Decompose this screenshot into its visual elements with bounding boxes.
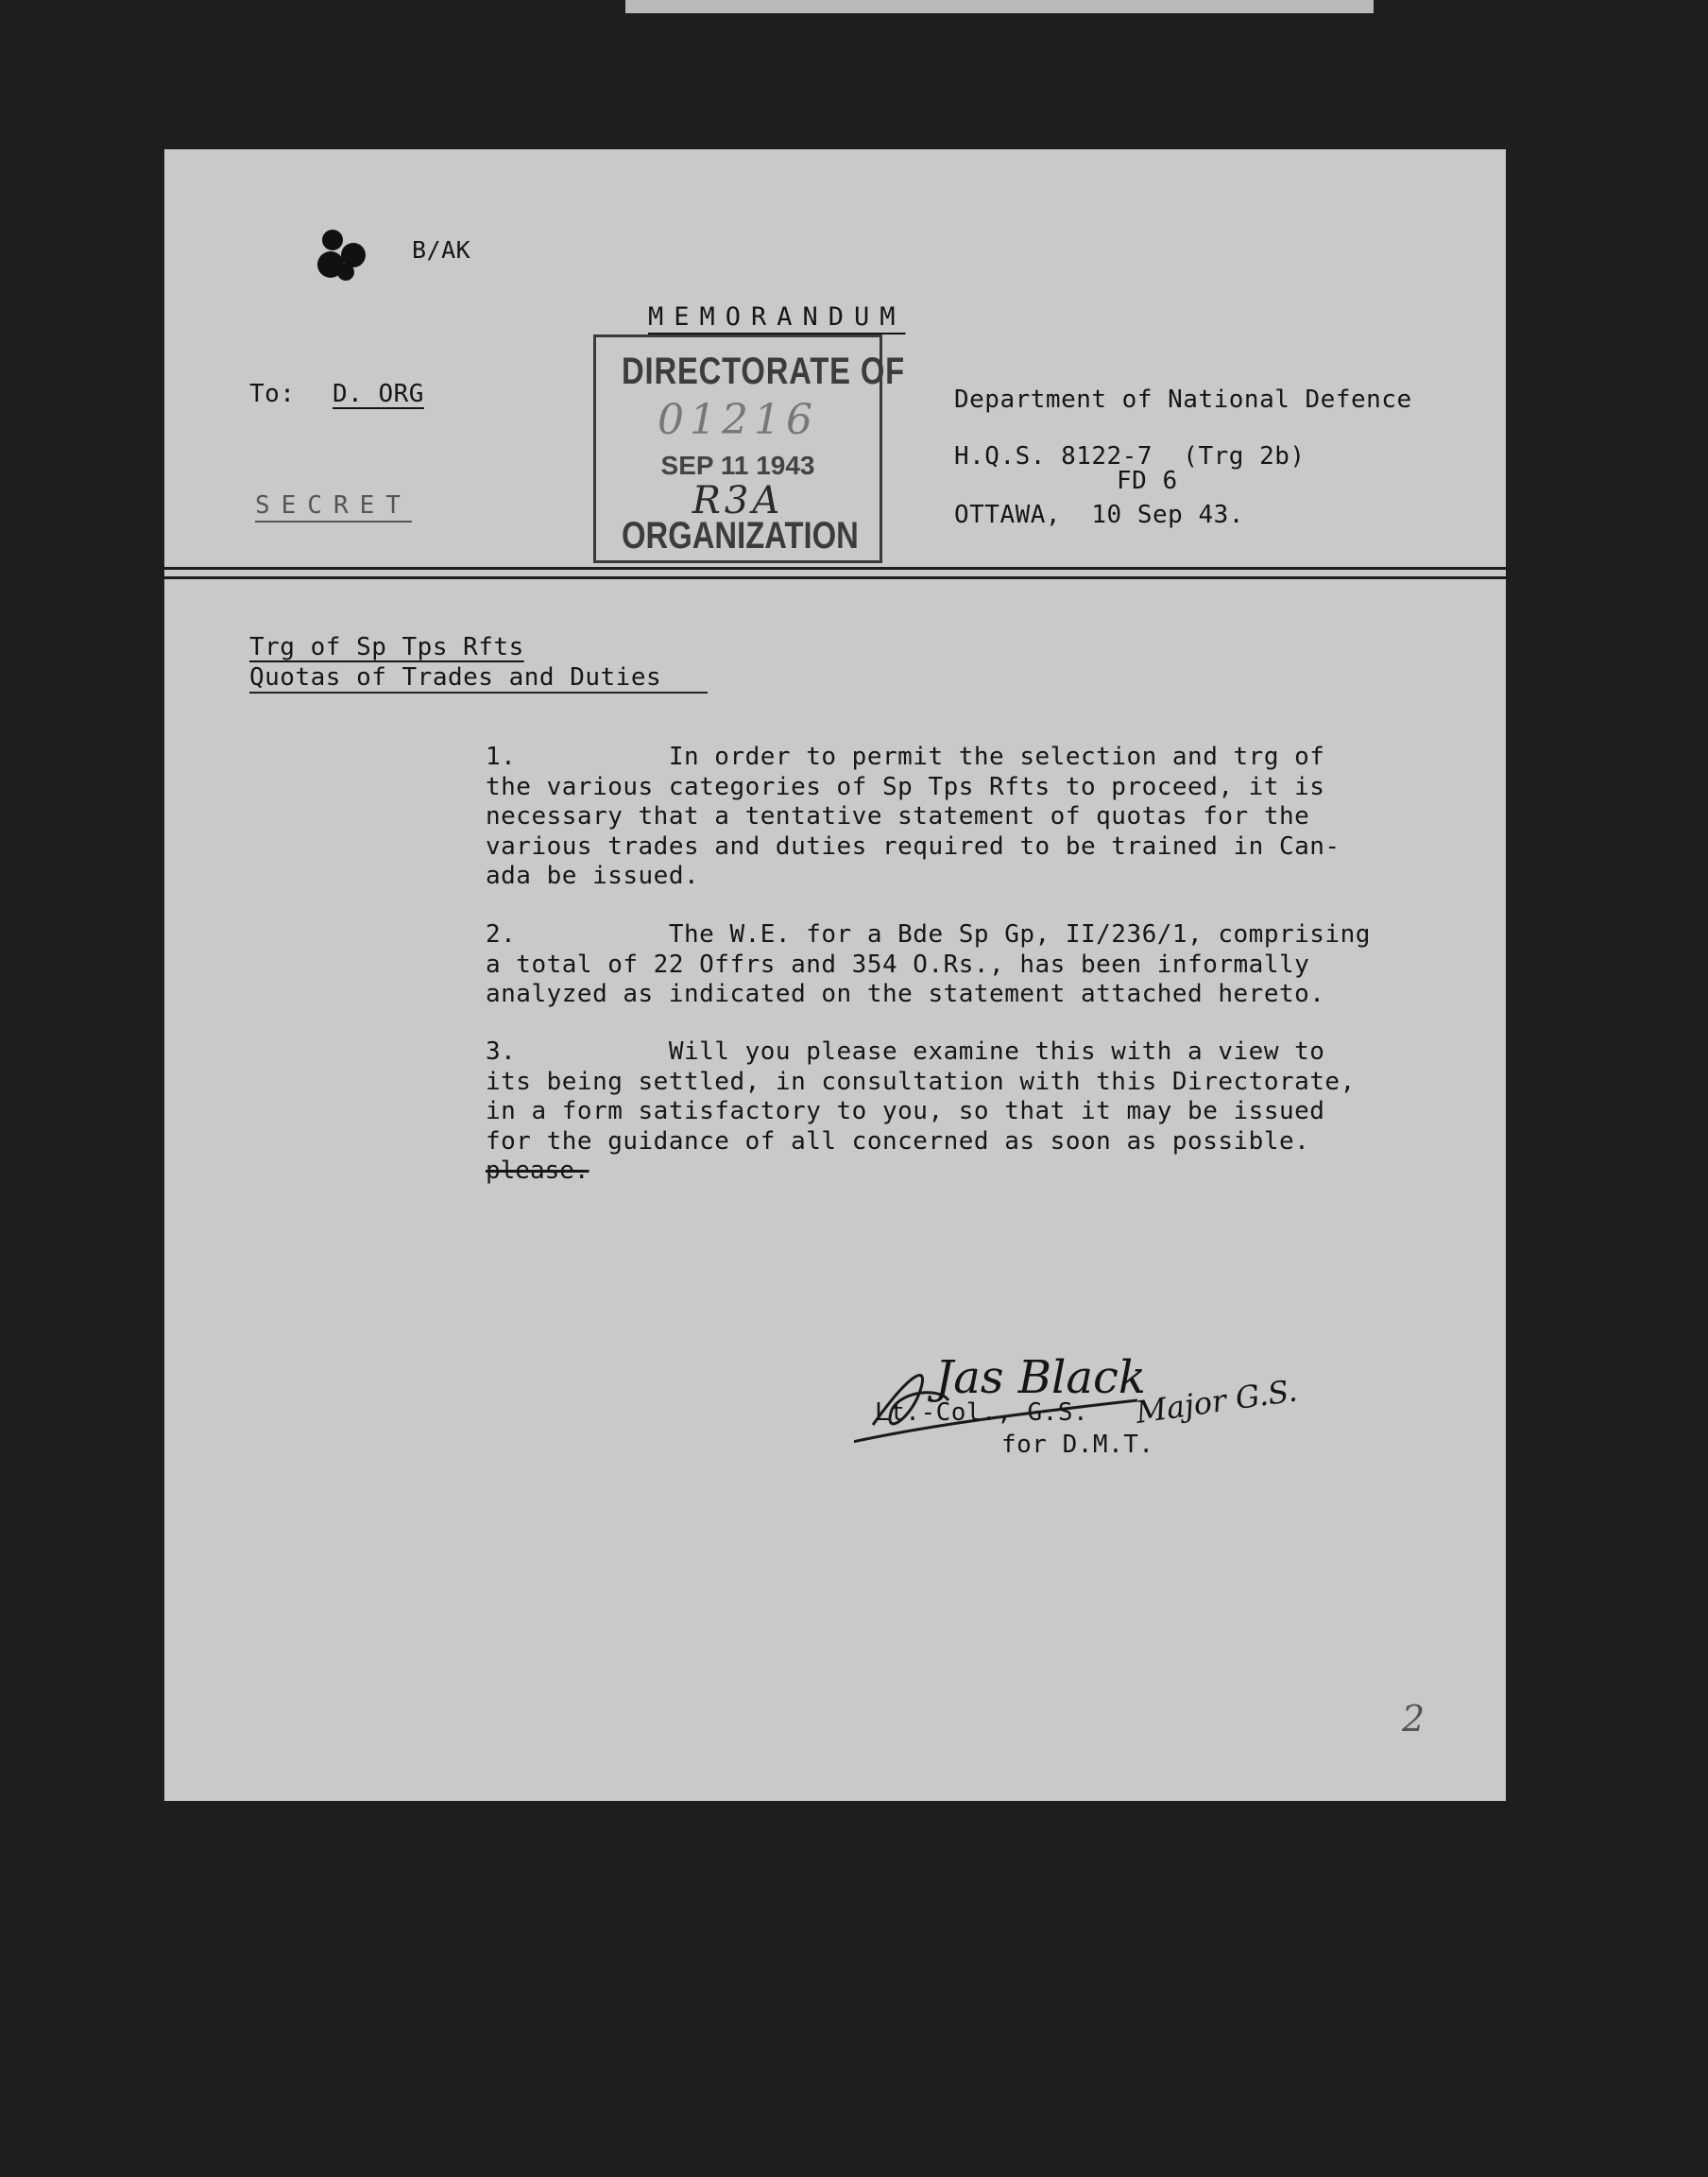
- header-divider-second: [164, 576, 1506, 579]
- stamp-organization: ORGANIZATION: [622, 515, 859, 557]
- ink-blot: [316, 227, 376, 287]
- signature-name: Jas Black: [935, 1351, 1146, 1404]
- department-name: Department of National Defence: [954, 386, 1412, 414]
- to-recipient: D. ORG: [333, 380, 424, 408]
- classification-label: SECRET: [255, 491, 412, 520]
- memorandum-page: [164, 149, 1506, 1801]
- paragraph-1: 1. In order to permit the selection and trg of the various categories of Sp Tps Rfts to proceed, it is necessary that a tentative statement of quotas for the various trades and duties required to be trained in Can- ada be issued.: [486, 743, 1341, 890]
- page-number: 2: [1402, 1699, 1426, 1737]
- stamp-number: 01216: [658, 396, 818, 444]
- paragraph-3: 3. Will you please examine this with a view to its being settled, in consultation with this Directorate, in a form satisfactory to you, so that it may be issued for the guidance of all concerned as soon as possible.: [486, 1037, 1356, 1156]
- subject-underline: [249, 692, 708, 694]
- stamp-date: SEP 11 1943: [660, 451, 815, 480]
- paragraph-2: 2. The W.E. for a Bde Sp Gp, II/236/1, comprising a total of 22 Offrs and 354 O.Rs., has been informally analyzed as indicated on the statement attached hereto.: [486, 920, 1371, 1008]
- subject-line-second: Quotas of Trades and Duties: [249, 663, 662, 692]
- received-stamp: [593, 334, 906, 563]
- stamp-handwritten: R3A: [692, 479, 784, 523]
- memo-title: MEMORANDUM: [648, 302, 906, 332]
- file-reference: H.Q.S. 8122-7 (Trg 2b): [954, 442, 1306, 471]
- reference-code: B/AK: [412, 236, 471, 264]
- struck-word: please.: [486, 1157, 589, 1185]
- page-number-mark: [1392, 1699, 1449, 1737]
- place-date: OTTAWA, 10 Sep 43.: [954, 501, 1244, 529]
- signatory-for: for D.M.T.: [1001, 1431, 1154, 1459]
- signature-rank: Major G.S.: [1133, 1372, 1300, 1431]
- signatory-title: Lt.-Col., G.S.: [875, 1398, 1089, 1427]
- stamp-directorate: DIRECTORATE OF: [622, 351, 906, 392]
- file-reference-sub: FD 6: [1117, 467, 1178, 495]
- subject-line: Trg of Sp Tps Rfts: [249, 633, 524, 661]
- top-film-strip: [625, 0, 1374, 13]
- to-label: To:: [249, 380, 296, 408]
- header-divider: [164, 567, 1506, 570]
